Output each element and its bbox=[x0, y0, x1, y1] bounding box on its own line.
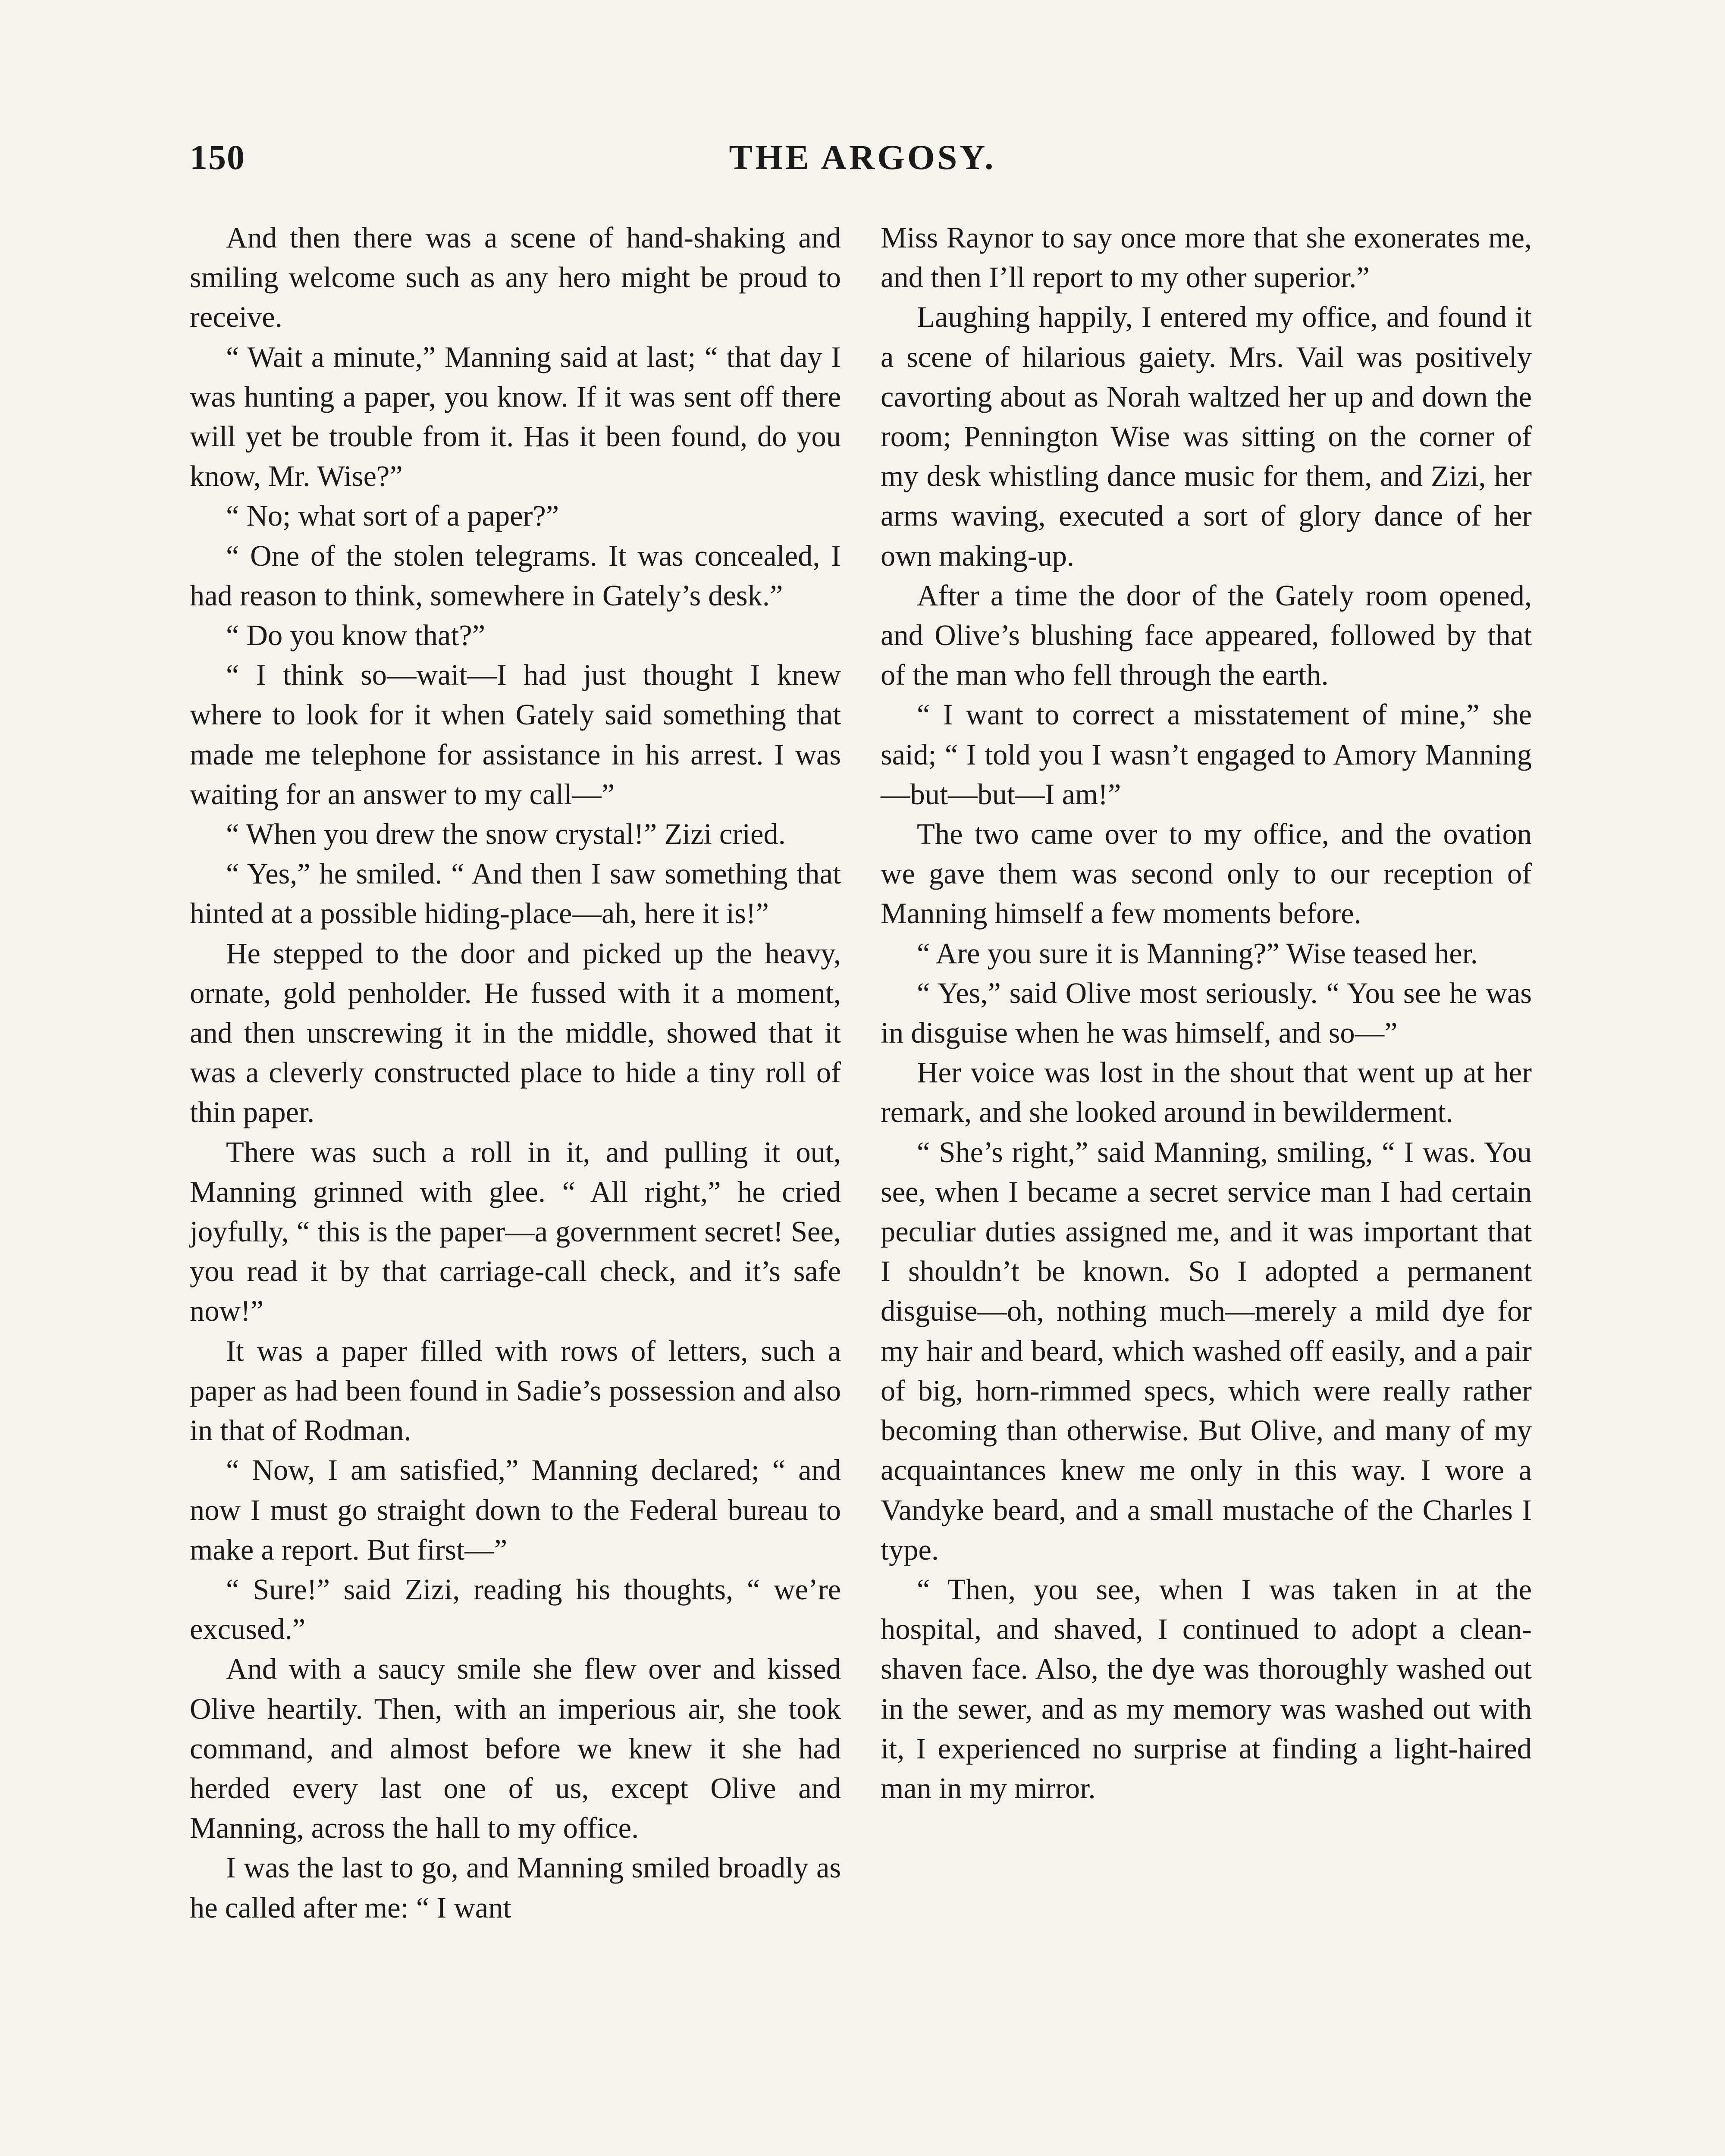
paragraph: Her voice was lost in the shout that went up at her remark, and she looked around in bewilderment. bbox=[881, 1056, 1532, 1129]
paragraph: “ Yes,” said Olive most seriously. “ You see he was in disguise when he was himself, and so—” bbox=[881, 976, 1532, 1050]
journal-title: THE ARGOSY. bbox=[729, 138, 996, 177]
paragraph: “ Sure!” said Zizi, reading his thoughts, “ we’re excused.” bbox=[190, 1573, 841, 1646]
paragraph: “ Yes,” he smiled. “ And then I saw something that hinted at a possible hiding-place—ah, here it is!” bbox=[190, 857, 841, 930]
paragraph: And then there was a scene of hand-shaking and smiling welcome such as any hero might be proud to receive. bbox=[190, 221, 841, 334]
paragraph: “ Then, you see, when I was taken in at the hospital, and shaved, I continued to adopt a clean-shaven face. Also, the dye was thoroughly washed out in the sewer, and as my memory was washed out with it, I experienced no surprise at finding a light-haired man in my mirror. bbox=[881, 1573, 1532, 1805]
right-column bbox=[881, 218, 1532, 1808]
paragraph: “ She’s right,” said Manning, smiling, “ I was. You see, when I became a secret service man I had certain peculiar duties assigned me, and it was important that I shouldn’t be known. So I adopted a permanent disguise—oh, nothing much—merely a mild dye for my hair and beard, which washed off easily, and a pair of big, horn-rimmed specs, which were really rather becoming than otherwise. But Olive, and many of my acquaintances knew me only in this way. I wore a Vandyke beard, and a small mustache of the Charles I type. bbox=[881, 1135, 1532, 1566]
paragraph: It was a paper filled with rows of letters, such a paper as had been found in Sadie’s possession and also in that of Rodman. bbox=[190, 1334, 841, 1447]
paragraph: Laughing happily, I entered my office, and found it a scene of hilarious gaiety. Mrs. Vail was positively cavorting about as Norah waltzed her up and down the room; Pennington Wise was sitting on the corner of my desk whistling dance music for them, and Zizi, her arms waving, executed a sort of glory dance of her own making-up. bbox=[881, 301, 1532, 572]
paragraph: “ One of the stolen telegrams. It was concealed, I had reason to think, somewhere in Gately’s desk.” bbox=[190, 539, 841, 612]
paragraph: “ Do you know that?” bbox=[226, 619, 486, 652]
paragraph: “ Wait a minute,” Manning said at last; “ that day I was hunting a paper, you know. If it was sent off there will yet be trouble from it. Has it been found, do you know, Mr. Wise?” bbox=[190, 340, 841, 493]
paragraph: There was such a roll in it, and pulling it out, Manning grinned with glee. “ All right,” he cried joyfully, “ this is the paper—a government secret! See, you read it by that carriage-call check, and it’s safe now!” bbox=[190, 1135, 841, 1328]
paragraph: He stepped to the door and picked up the heavy, ornate, gold penholder. He fussed with it a moment, and then unscrewing it in the middle, showed that it was a cleverly constructed place to hide a tiny roll of thin paper. bbox=[190, 937, 841, 1129]
page-number: 150 bbox=[190, 138, 245, 177]
left-column bbox=[190, 218, 841, 1927]
paragraph: “ When you drew the snow crystal!” Zizi cried. bbox=[226, 818, 786, 851]
running-head bbox=[190, 137, 1535, 189]
paragraph: “ Are you sure it is Manning?” Wise teased her. bbox=[917, 937, 1478, 970]
paragraph: “ No; what sort of a paper?” bbox=[226, 499, 559, 533]
paragraph: And with a saucy smile she flew over and kissed Olive heartily. Then, with an imperious air, she took command, and almost before we knew it she had herded every last one of us, except Olive and Manning, across the hall to my office. bbox=[190, 1652, 841, 1845]
paragraph: After a time the door of the Gately room opened, and Olive’s blushing face appeared, followed by that of the man who fell through the earth. bbox=[881, 579, 1532, 692]
paragraph: “ I want to correct a misstatement of mine,” she said; “ I told you I wasn’t engaged to Amory Manning—but—but—I am!” bbox=[881, 698, 1532, 811]
continued-paragraph: Miss Raynor to say once more that she exonerates me, and then I’ll report to my other superior.” bbox=[881, 221, 1532, 294]
paragraph: “ I think so—wait—I had just thought I knew where to look for it when Gately said something that made me telephone for assistance in his arrest. I was waiting for an answer to my call—” bbox=[190, 658, 841, 811]
paragraph: I was the last to go, and Manning smiled broadly as he called after me: “ I want bbox=[190, 1851, 841, 1924]
paragraph: “ Now, I am satisfied,” Manning declared; “ and now I must go straight down to the Federal bureau to make a report. But first—” bbox=[190, 1454, 841, 1566]
paragraph: The two came over to my office, and the ovation we gave them was second only to our reception of Manning himself a few moments before. bbox=[881, 818, 1532, 930]
